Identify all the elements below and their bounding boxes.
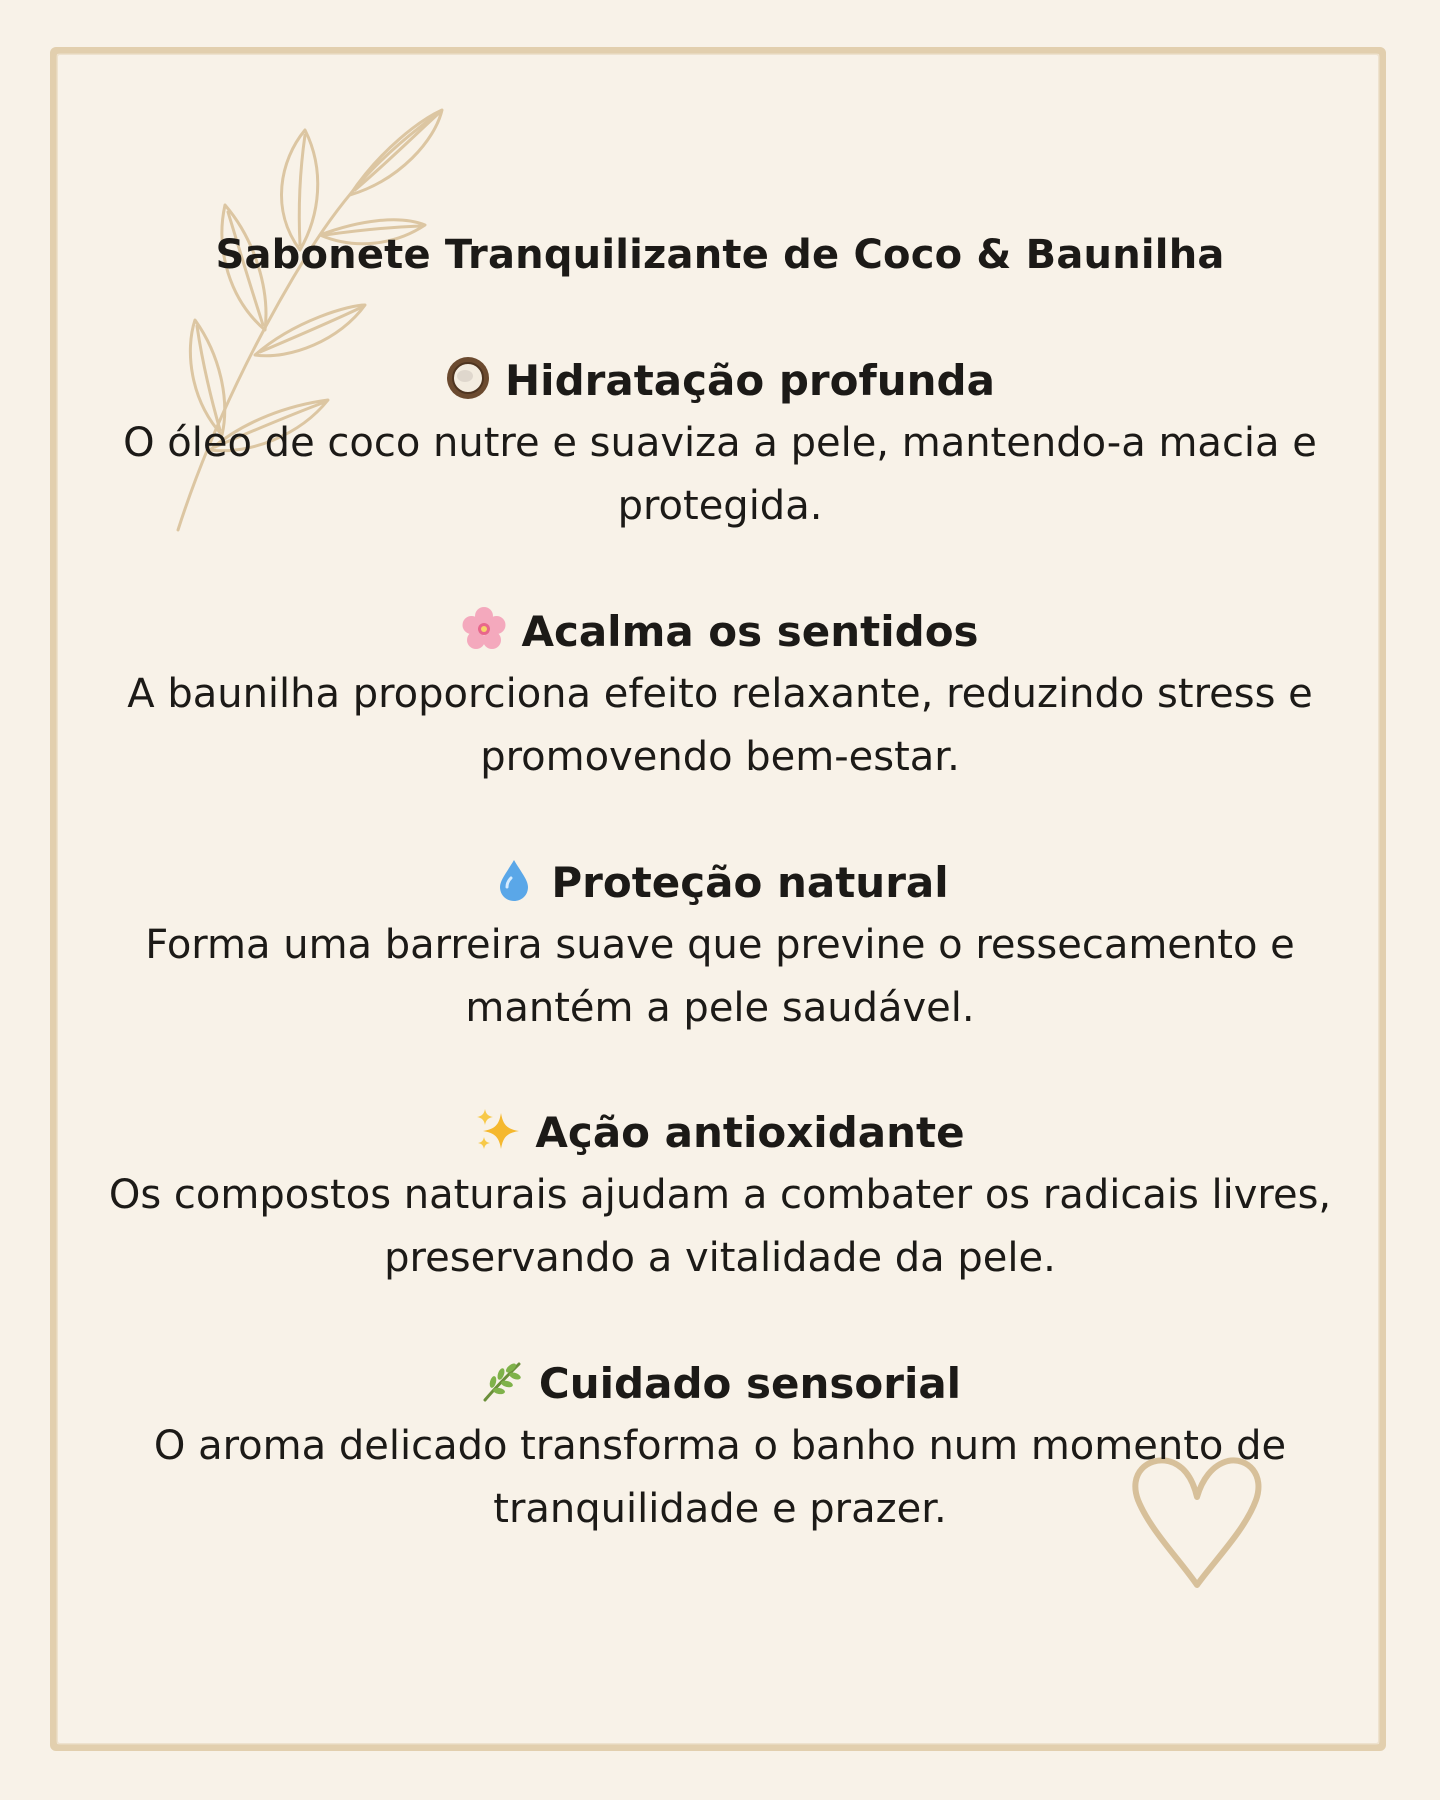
benefit-description: A baunilha proporciona efeito relaxante, reduzindo stress e promovendo bem-estar. (127, 671, 1313, 780)
benefit-heading (60, 852, 1380, 914)
benefit-description: Os compostos naturais ajudam a combater os radicais livres, preservando a vitalidade da pele. (108, 1172, 1332, 1281)
benefit-item (60, 1102, 1380, 1290)
benefit-heading (60, 1102, 1380, 1164)
droplet-icon (491, 857, 537, 903)
herb-icon (479, 1358, 525, 1404)
page-title: Sabonete Tranquilizante de Coco & Baunilha (215, 232, 1225, 278)
benefit-item (60, 601, 1380, 789)
benefit-description: Forma uma barreira suave que previne o ressecamento e mantém a pele saudável. (145, 922, 1295, 1031)
benefit-description: O óleo de coco nutre e suaviza a pele, mantendo-a macia e protegida. (123, 420, 1317, 529)
benefit-item (60, 350, 1380, 538)
cherry-blossom-icon (461, 606, 507, 652)
benefit-heading-label: Acalma os sentidos (521, 607, 979, 656)
benefit-heading-label: Ação antioxidante (535, 1108, 965, 1157)
benefit-description: O aroma delicado transforma o banho num momento de tranquilidade e prazer. (153, 1423, 1287, 1532)
benefit-heading (60, 350, 1380, 412)
benefit-heading (60, 1353, 1380, 1415)
benefit-item (60, 1353, 1380, 1541)
benefit-heading-label: Cuidado sensorial (538, 1359, 962, 1408)
benefit-heading-label: Hidratação profunda (505, 356, 995, 405)
benefit-heading-label: Proteção natural (551, 858, 949, 907)
sparkles-icon (475, 1107, 521, 1153)
benefit-heading (60, 601, 1380, 663)
coconut-icon (445, 355, 491, 401)
benefit-item (60, 852, 1380, 1040)
